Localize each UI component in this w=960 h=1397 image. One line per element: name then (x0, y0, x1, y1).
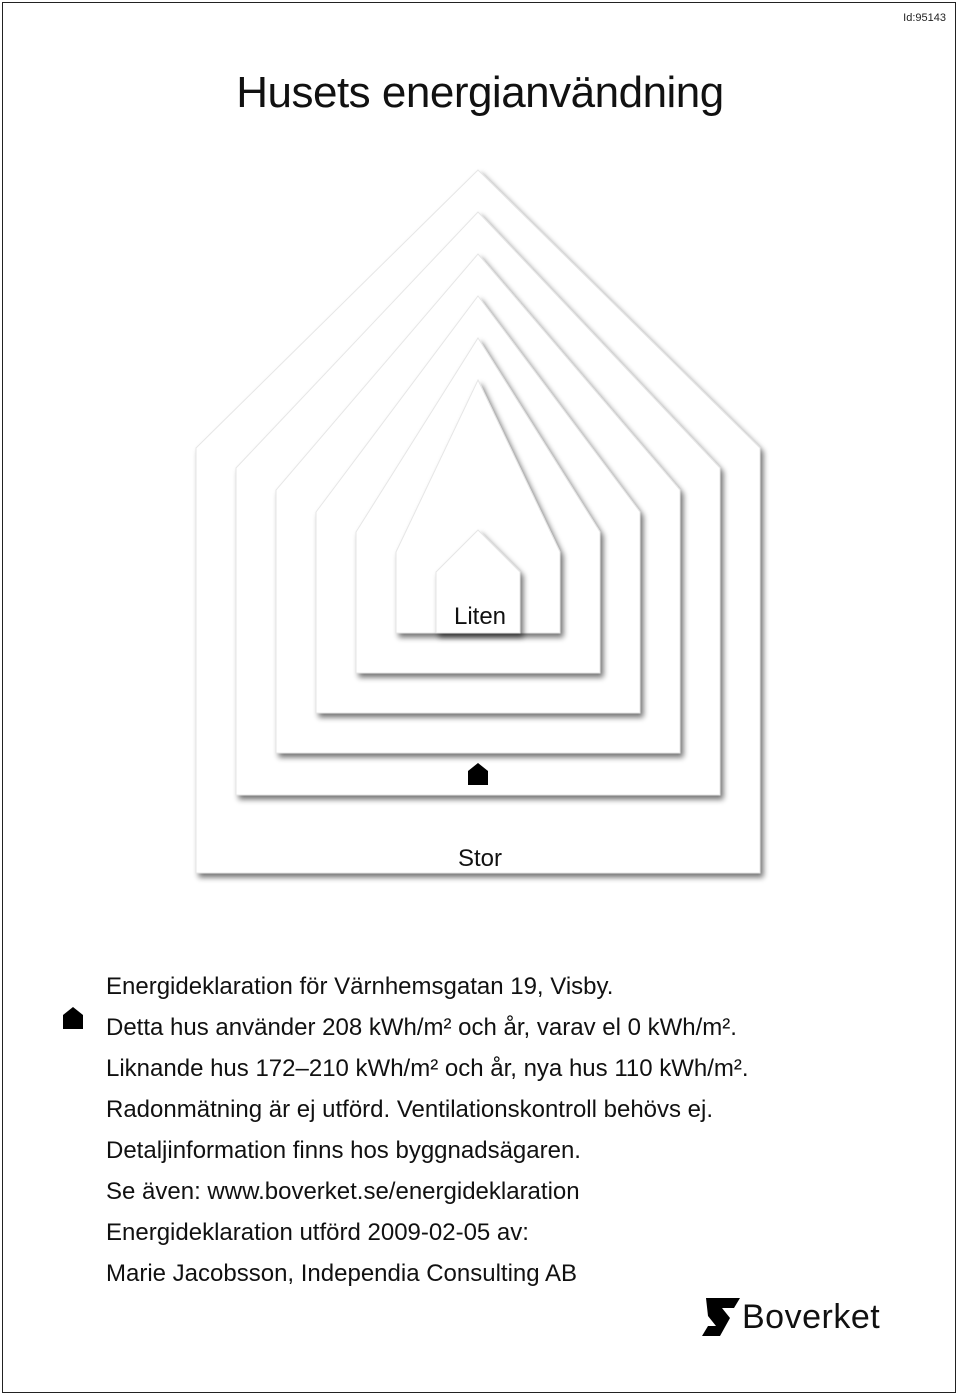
brand-name: Boverket (742, 1298, 881, 1336)
scale-label-large: Stor (457, 845, 502, 872)
info-line-usage: Detta hus använder 208 kWh/m² och år, varav el 0 kWh/m². (106, 1014, 737, 1041)
house-marker-icon (62, 1006, 84, 1030)
scale-label-small: Liten (453, 603, 507, 630)
boverket-logo (700, 1296, 890, 1340)
info-line-date: Energideklaration utförd 2009-02-05 av: (106, 1219, 529, 1246)
info-line-comparison: Liknande hus 172–210 kWh/m² och år, nya hus 110 kWh/m². (106, 1055, 749, 1082)
info-line-website: Se även: www.boverket.se/energideklaration (106, 1178, 580, 1205)
document-id: Id:95143 (903, 12, 946, 24)
info-line-details: Detaljinformation finns hos byggnadsägaren. (106, 1137, 581, 1164)
boverket-logo-icon (700, 1296, 742, 1338)
info-line-address: Energideklaration för Värnhemsgatan 19, Visby. (106, 973, 614, 1000)
info-line-radon: Radonmätning är ej utförd. Ventilationskontroll behövs ej. (106, 1096, 714, 1123)
page-title: Husets energianvändning (236, 68, 724, 117)
info-line-author: Marie Jacobsson, Independia Consulting AB (106, 1260, 577, 1287)
declaration-info (106, 966, 749, 1294)
house-marker-icon (467, 762, 489, 786)
